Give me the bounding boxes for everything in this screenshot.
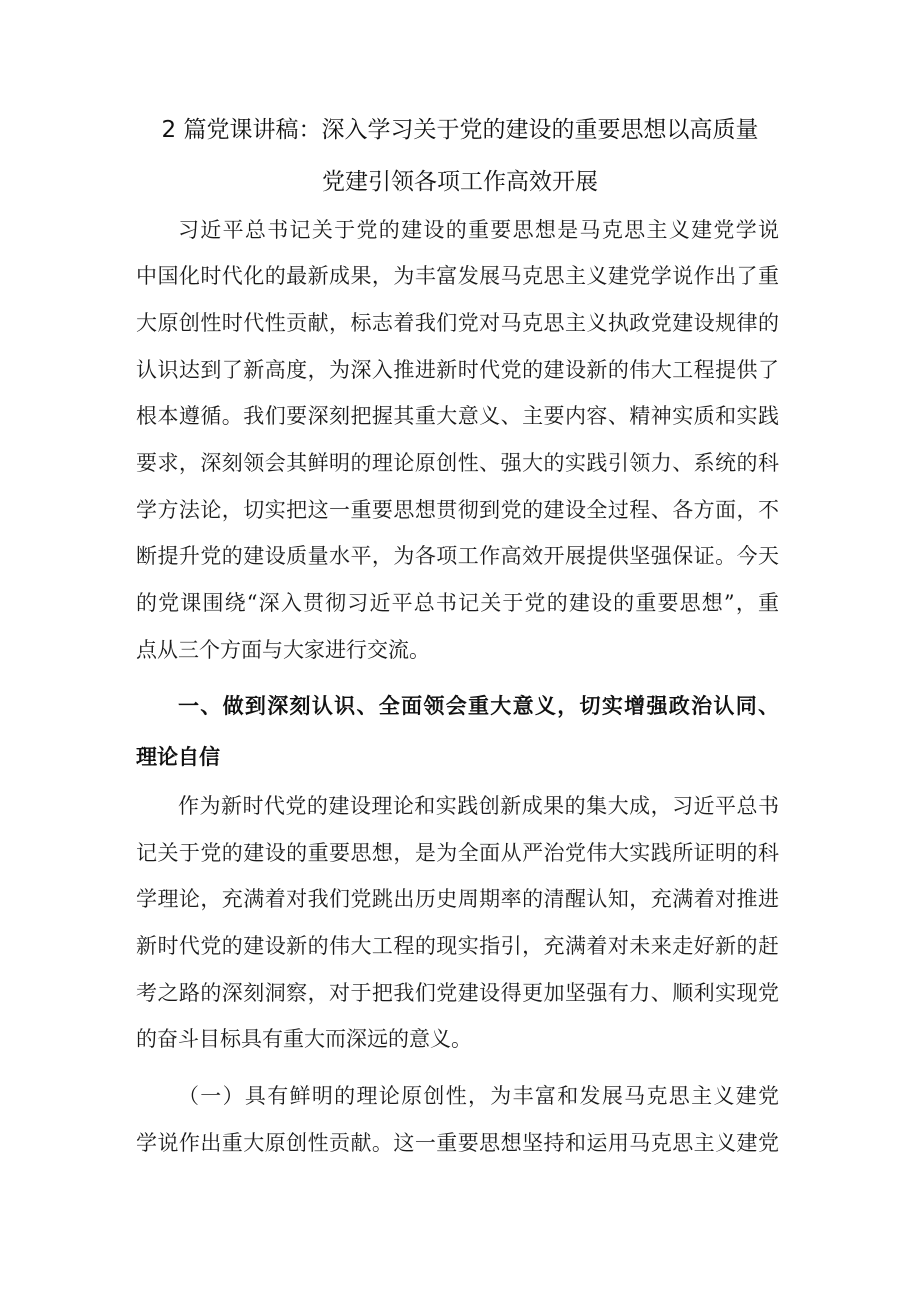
section-1-para-line-1: 作为新时代党的建设理论和实践创新成果的集大成，习近平总书 <box>178 794 779 818</box>
section-1-para-line-6: 的奋斗目标具有重大而深远的意义。 <box>136 1027 472 1051</box>
intro-line-7: 学方法论，切实把这一重要思想贯彻到党的建设全过程、各方面，不 <box>136 498 779 522</box>
intro-line-10: 点从三个方面与大家进行交流。 <box>136 638 430 662</box>
section-1-heading-line-1: 一、做到深刻认识、全面领会重大意义，切实增强政治认同、 <box>178 694 779 718</box>
intro-line-3: 大原创性时代性贡献，标志着我们党对马克思主义执政党建设规律的 <box>136 311 779 335</box>
intro-line-1: 习近平总书记关于党的建设的重要思想是马克思主义建党学说 <box>178 218 779 242</box>
document-title-line-1: 2 篇党课讲稿：深入学习关于党的建设的重要思想以高质量 <box>161 117 759 143</box>
subsection-1-line-2: 学说作出重大原创性贡献。这一重要思想坚持和运用马克思主义建党 <box>136 1131 779 1155</box>
intro-line-2: 中国化时代化的最新成果，为丰富发展马克思主义建党学说作出了重 <box>136 264 779 288</box>
intro-line-6: 要求，深刻领会其鲜明的理论原创性、强大的实践引领力、系统的科 <box>136 451 779 475</box>
intro-line-5: 根本遵循。我们要深刻把握其重大意义、主要内容、精神实质和实践 <box>136 404 779 428</box>
section-1-para-line-2: 记关于党的建设的重要思想，是为全面从严治党伟大实践所证明的科 <box>136 841 779 865</box>
intro-line-9: 的党课围绕“深入贯彻习近平总书记关于党的建设的重要思想”，重 <box>136 591 779 615</box>
section-1-para-line-5: 考之路的深刻洞察，对于把我们党建设得更加坚强有力、顺利实现党 <box>136 981 779 1005</box>
section-1-heading-line-2: 理论自信 <box>136 745 220 769</box>
section-1-para-line-4: 新时代党的建设新的伟大工程的现实指引，充满着对未来走好新的赶 <box>136 934 779 958</box>
intro-line-4: 认识达到了新高度，为深入推进新时代党的建设新的伟大工程提供了 <box>136 358 779 382</box>
intro-line-8: 断提升党的建设质量水平，为各项工作高效开展提供坚强保证。今天 <box>136 544 779 568</box>
section-1-para-line-3: 学理论，充满着对我们党跳出历史周期率的清醒认知，充满着对推进 <box>136 887 779 911</box>
document-title-line-2: 党建引领各项工作高效开展 <box>322 169 598 195</box>
subsection-1-line-1: （一）具有鲜明的理论原创性，为丰富和发展马克思主义建党 <box>178 1084 779 1108</box>
